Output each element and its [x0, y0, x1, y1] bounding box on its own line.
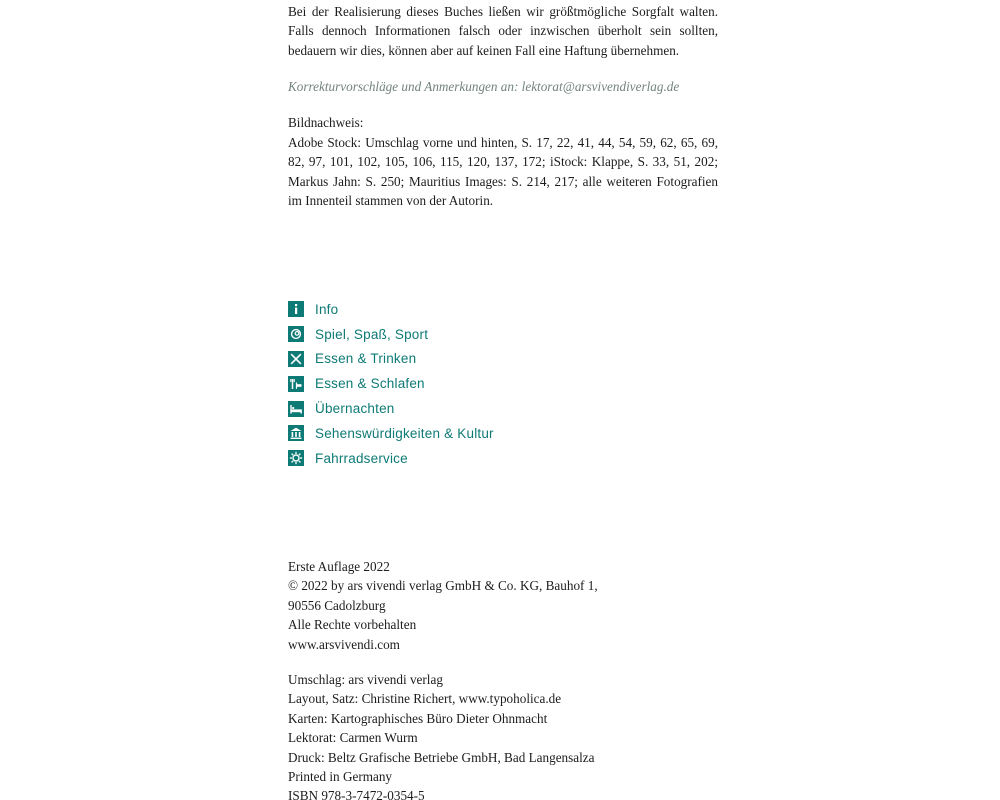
production-line: Umschlag: ars vivendi verlag	[288, 672, 443, 687]
edition-block	[288, 557, 718, 654]
legend-item	[288, 446, 718, 471]
bed-icon	[288, 401, 304, 417]
production-line: Druck: Beltz Grafische Betriebe GmbH, Bad Langensalza	[288, 749, 595, 765]
production-line: Layout, Satz: Christine Richert, www.typoholica.de	[288, 691, 562, 707]
legend-item	[288, 396, 718, 421]
edition-line: © 2022 by ars vivendi verlag GmbH & Co. KG, Bauhof 1,	[288, 578, 598, 594]
disclaimer-paragraph: Bei der Realisierung dieses Buches ließen wir größtmögliche Sorgfalt walten. Falls dennoch Informationen falsch oder inzwischen überholt sein sollten, bedauern wir dies, können aber auf keinen Fall eine Haftung übernehmen.	[288, 4, 718, 58]
edition-line: 90556 Cadolzburg	[288, 597, 386, 613]
legend-item	[288, 421, 718, 446]
edition-line: Erste Auflage 2022	[288, 559, 390, 574]
credits-body: Adobe Stock: Umschlag vorne und hinten, S. 17, 22, 41, 44, 54, 59, 62, 65, 69, 82, 97, 101, 102, 105, 106, 115, 120, 137, 172; iStock: Klappe, S. 33, 51, 202; Markus Jahn: S. 250; Mauritius Images: S. 214, 217; alle weiteren Fotografien im Innenteil stammen von der Autorin.	[288, 135, 718, 209]
correction-note: Korrekturvorschläge und Anmerkungen an: lektorat@arsvivendiverlag.de	[288, 79, 680, 94]
legend-label: Essen & Schlafen	[315, 376, 425, 392]
legend-label: Spiel, Spaß, Sport	[315, 326, 429, 342]
production-block	[288, 670, 718, 800]
info-icon	[288, 301, 304, 317]
legend-label: Info	[315, 301, 339, 317]
fork-bed-icon	[288, 376, 304, 392]
production-line: Printed in Germany	[288, 769, 393, 785]
museum-icon	[288, 425, 304, 441]
legend-item	[288, 371, 718, 396]
edition-line: Alle Rechte vorbehalten	[288, 617, 417, 633]
legend-label: Fahrradservice	[315, 450, 408, 466]
legend-label: Sehenswürdigkeiten & Kultur	[315, 425, 494, 441]
legend-label: Übernachten	[315, 401, 395, 417]
legend-label: Essen & Trinken	[315, 351, 417, 367]
isbn-line: ISBN 978-3-7472-0354-5	[288, 788, 425, 800]
credits-heading: Bildnachweis:	[288, 115, 364, 130]
legend-item	[288, 297, 718, 322]
production-line: Karten: Kartographisches Büro Dieter Ohnmacht	[288, 710, 548, 726]
publisher-url: www.arsvivendi.com	[288, 636, 400, 652]
legend-item	[288, 322, 718, 347]
gear-bicycle-icon	[288, 450, 304, 466]
production-line: Lektorat: Carmen Wurm	[288, 730, 418, 746]
legend	[288, 297, 718, 471]
legend-item	[288, 347, 718, 372]
ball-spiral-icon	[288, 326, 304, 342]
crossed-cutlery-icon	[288, 351, 304, 367]
